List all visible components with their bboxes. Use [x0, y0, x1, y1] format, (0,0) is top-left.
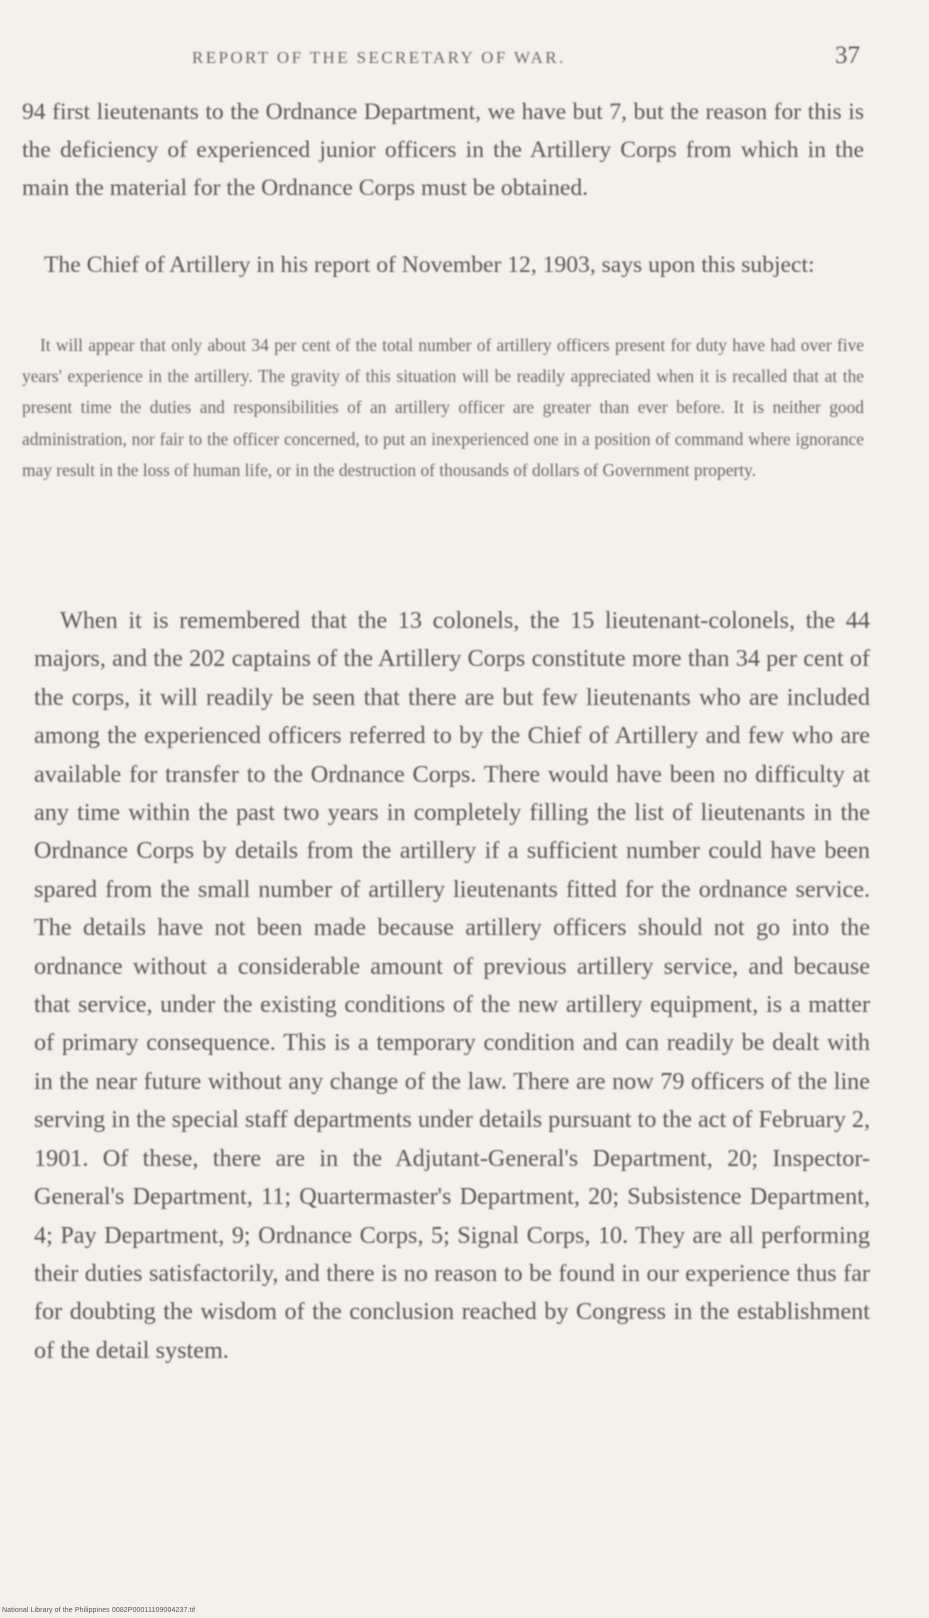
page-number: 37 — [835, 42, 860, 69]
paragraph-1: 94 first lieutenants to the Ordnance Department, we have but 7, but the reason for this is the deficiency of experienced junior officers in the Artillery Corps from which in the main the material for the Ordnance Corps must be obtained. — [22, 99, 864, 202]
running-head: REPORT OF THE SECRETARY OF WAR. — [192, 48, 566, 67]
paragraph-2: The Chief of Artillery in his report of November 12, 1903, says upon this subject: — [44, 252, 815, 278]
paragraph-3: When it is remembered that the 13 colonels, the 15 lieutenant-colonels, the 44 majors, and the 202 captains of the Artillery Corps constitute more than 34 per cent of the corps, it will readily be seen that there are but few lieutenants who are included among the experienced officers referred to by the Chief of Artillery and few who are available for transfer to the Ordnance Corps. There would have been no difficulty at any time within the past two years in completely filling the list of lieutenants in the Ordnance Corps by details from the artillery if a sufficient number could have been spared from the small number of artillery lieutenants fitted for the ordnance service. The details have not been made because artillery officers should not go into the ordnance without a considerable amount of previous artillery service, and because that service, under the existing conditions of the new artillery equipment, is a matter of primary consequence. This is a temporary condition and can readily be dealt with in the near future without any change of the law. There are now 79 officers of the line serving in the special staff departments under details pursuant to the act of February 2, 1901. Of these, there are in the Adjutant-General's Department, 20; Inspector-General's Department, 11; Quartermaster's Department, 20; Subsistence Department, 4; Pay Department, 9; Ordnance Corps, 5; Signal Corps, 10. They are all performing their duties satisfactorily, and there is no reason to be found in our experience thus far for doubting the wisdom of the conclusion reached by Congress in the establishment of the detail system. — [34, 607, 870, 1364]
block-quote: It will appear that only about 34 per cent of the total number of artillery officers present for duty have had over five years' experience in the artillery. The gravity of this situation will be readily appreciated when it is recalled that at the present time the duties and responsibilities of an artillery officer are greater than ever before. It is neither good administration, nor fair to the officer concerned, to put an inexperienced one in a position of command where ignorance may result in the loss of human life, or in the destruction of thousands of dollars of Government property. — [22, 335, 864, 480]
page-header — [22, 42, 860, 78]
scan-footer: National Library of the Philippines 0082P00011109004237.tif — [2, 1607, 196, 1614]
